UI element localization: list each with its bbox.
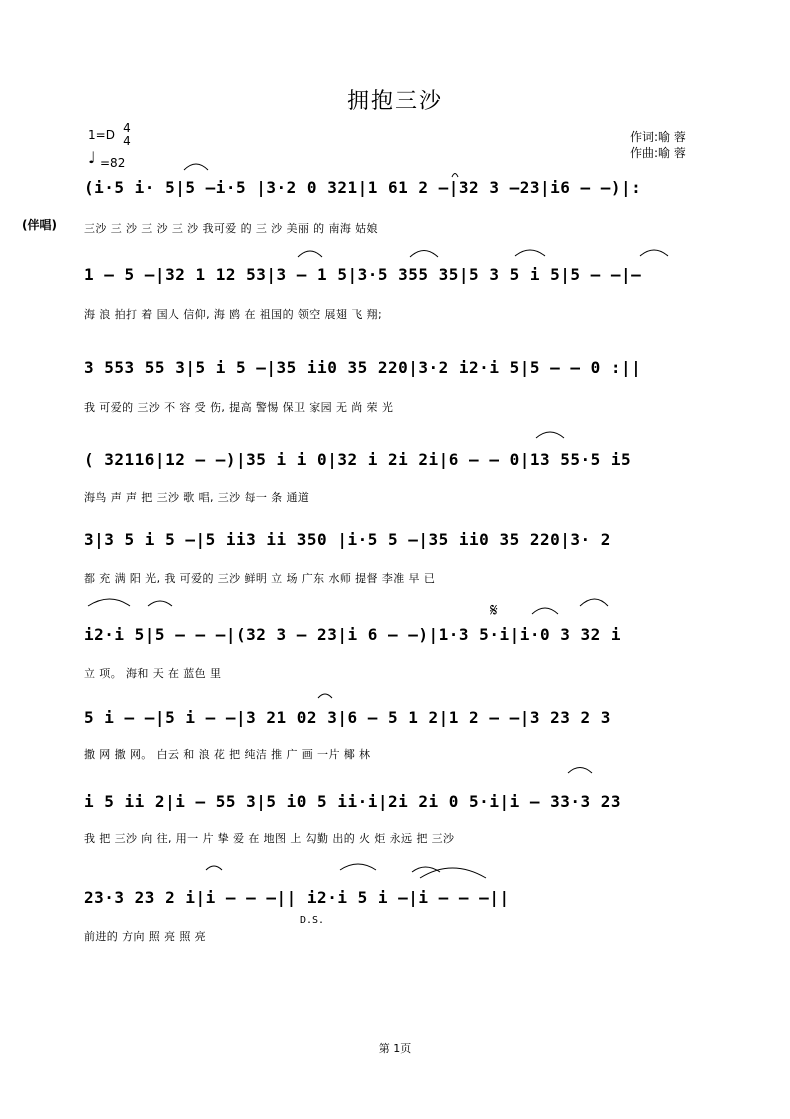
slur (532, 608, 558, 614)
slur (412, 867, 440, 872)
lyrics-row: 撒 网 撒 网。 白云 和 浪 花 把 纯洁 推 广 画 一片 椰 林 (84, 748, 371, 761)
notation-row: i 5 ii 2|i – 55 3|5 i0 5 ii·i|2i 2i 0 5·i|i – 33·3 23 (84, 792, 622, 811)
notation-row: 23·3 23 2 i|i – – –|| i2·i 5 i –|i – – –|| (84, 888, 510, 907)
lyrics-row: 我 把 三沙 向 往, 用一 片 挚 爱 在 地图 上 勾勤 出的 火 炬 永远 把 三沙 (84, 832, 455, 845)
slur (452, 174, 458, 178)
slur (568, 768, 592, 774)
slur (148, 601, 172, 606)
time-signature-top: 4 (123, 121, 131, 135)
key-signature (88, 121, 131, 148)
slur (88, 599, 130, 606)
notation-row: i2·i 5|5 – – –|(32 3 – 23|i 6 – –)|1·3 5·i|i·0 3 32 i (84, 625, 622, 644)
notation-row: 1 – 5 –|32 1 12 53|3 – 1 5|3·5 355 35|5 3 5 i 5|5 – –|– (84, 265, 642, 284)
slur (340, 864, 376, 870)
slur (206, 866, 222, 870)
slur (318, 694, 332, 698)
lyrics-row: 立 项。 海和 天 在 蓝色 里 (84, 667, 222, 680)
slur (580, 599, 608, 606)
slur (536, 432, 564, 438)
part-label: (伴唱) (22, 218, 57, 232)
key-label: 1=D (88, 128, 115, 142)
time-signature-bottom: 4 (123, 134, 131, 148)
ds-marking: D.S. (300, 915, 325, 926)
lyricist-credit: 作词:喻 蓉 (630, 130, 686, 144)
time-signature (120, 122, 134, 148)
lyrics-row: 我 可爱的 三沙 不 容 受 伤, 提高 警惕 保卫 家园 无 尚 荣 光 (84, 401, 394, 414)
lyrics-row: 前进的 方向 照 亮 照 亮 (84, 930, 207, 943)
lyrics-row: 都 充 满 阳 光, 我 可爱的 三沙 鲜明 立 场 广东 水师 提督 李准 早 已 (84, 572, 436, 585)
slur (420, 868, 486, 878)
segno-icon: 𝄋 (490, 600, 498, 621)
slur (640, 250, 668, 256)
slur (184, 164, 208, 170)
notation-row: (i·5 i· 5|5 –i·5 |3·2 0 321|1 61 2 –|32 3 –23|i6 – –)|: (84, 178, 642, 197)
page-number: 第 1页 (378, 1042, 412, 1055)
lyrics-row: 海鸟 声 声 把 三沙 歌 唱, 三沙 每一 条 通道 (84, 491, 310, 504)
slur (298, 251, 322, 257)
slur (410, 251, 438, 258)
lyrics-row: 海 浪 拍打 着 国人 信仰, 海 鸥 在 祖国的 领空 展翅 飞 翔; (84, 308, 383, 321)
notation-row: 3 553 55 3|5 i 5 –|35 ii0 35 220|3·2 i2·i 5|5 – – 0 :|| (84, 358, 642, 377)
quarter-note-icon: ♩ (88, 148, 96, 167)
notation-row: 5 i – –|5 i – –|3 21 02 3|6 – 5 1 2|1 2 – –|3 23 2 3 (84, 708, 611, 727)
song-title: 拥抱三沙 (346, 89, 443, 114)
slur (515, 250, 545, 256)
notation-row: ( 32116|12 – –)|35 i i 0|32 i 2i 2i|6 – – 0|13 55·5 i5 (84, 450, 632, 469)
composer-credit: 作曲:喻 蓉 (630, 146, 686, 160)
notation-row: 3|3 5 i 5 –|5 ii3 ii 350 |i·5 5 –|35 ii0 35 220|3· 2 (84, 530, 611, 549)
lyrics-row: 三沙 三 沙 三 沙 三 沙 我可爱 的 三 沙 美丽 的 南海 姑娘 (84, 222, 378, 235)
tempo-value: =82 (100, 156, 126, 170)
